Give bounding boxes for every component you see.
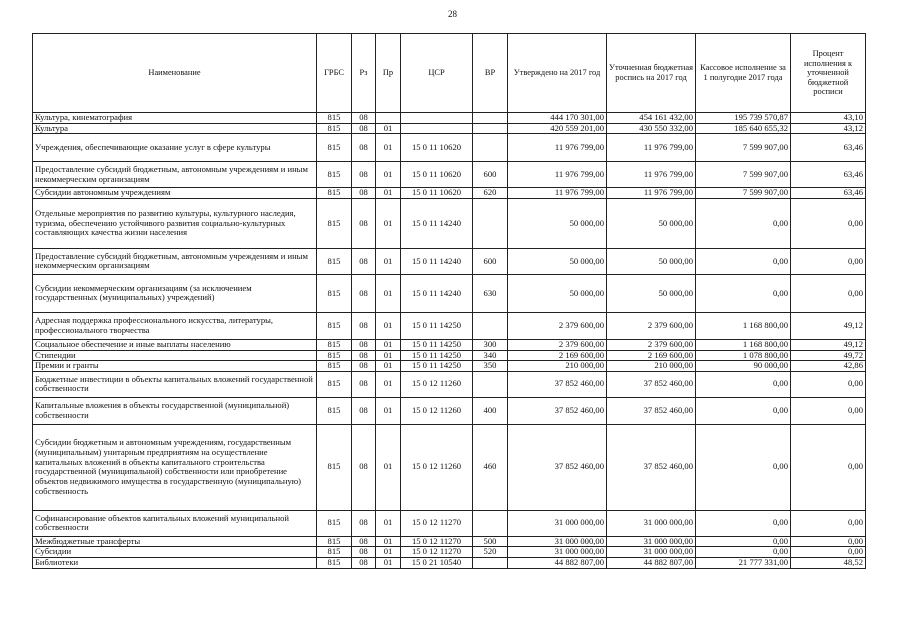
table-row [33,361,866,372]
cell-approved: 420 559 201,00 [508,123,607,134]
cell-cash: 21 777 331,00 [696,558,791,569]
cell-name: Субсидии некоммерческим организациям (за исключением государственных (муниципальных) учреждений) [33,274,317,312]
table-row [33,558,866,569]
cell-cash: 0,00 [696,397,791,424]
cell-pr: 01 [376,339,401,350]
cell-cash: 0,00 [696,510,791,536]
cell-csr: 15 0 12 11270 [401,536,473,547]
cell-approved: 11 976 799,00 [508,134,607,162]
cell-percent: 49,72 [791,350,866,361]
cell-name: Предоставление субсидий бюджетным, автономным учреждениям и иным некоммерческим организациям [33,162,317,188]
cell-cash: 7 599 907,00 [696,162,791,188]
cell-name: Софинансирование объектов капитальных вложений муниципальной собственности [33,510,317,536]
cell-csr: 15 0 11 10620 [401,134,473,162]
header-specified: Уточненная бюджетная роспись на 2017 год [607,34,696,113]
cell-cash: 1 168 800,00 [696,339,791,350]
cell-grbs: 815 [317,350,352,361]
cell-pr [376,113,401,124]
cell-grbs: 815 [317,558,352,569]
cell-cash: 1 168 800,00 [696,312,791,339]
cell-csr: 15 0 12 11270 [401,510,473,536]
cell-percent: 63,46 [791,162,866,188]
cell-pr: 01 [376,350,401,361]
cell-percent: 48,52 [791,558,866,569]
cell-grbs: 815 [317,397,352,424]
cell-name: Бюджетные инвестиции в объекты капитальных вложений государственной собственности [33,371,317,397]
cell-rz: 08 [352,339,376,350]
table-row [33,536,866,547]
cell-vr [473,312,508,339]
budget-execution-table [32,33,866,569]
cell-csr: 15 0 11 14250 [401,339,473,350]
cell-specified: 11 976 799,00 [607,188,696,199]
cell-name: Субсидии [33,547,317,558]
cell-name: Учреждения, обеспечивающие оказание услуг в сфере культуры [33,134,317,162]
cell-specified: 210 000,00 [607,361,696,372]
cell-approved: 37 852 460,00 [508,371,607,397]
cell-rz: 08 [352,134,376,162]
cell-rz: 08 [352,536,376,547]
cell-percent: 0,00 [791,371,866,397]
cell-approved: 11 976 799,00 [508,162,607,188]
cell-rz: 08 [352,397,376,424]
cell-pr: 01 [376,312,401,339]
table-row [33,188,866,199]
cell-name: Культура, кинематография [33,113,317,124]
cell-specified: 430 550 332,00 [607,123,696,134]
table-row [33,371,866,397]
cell-rz: 08 [352,123,376,134]
cell-csr: 15 0 12 11260 [401,424,473,510]
cell-vr [473,558,508,569]
cell-percent: 43,10 [791,113,866,124]
table-row [33,312,866,339]
cell-cash: 0,00 [696,274,791,312]
cell-rz: 08 [352,361,376,372]
cell-percent: 49,12 [791,339,866,350]
cell-name: Межбюджетные трансферты [33,536,317,547]
cell-csr: 15 0 11 14250 [401,361,473,372]
cell-pr: 01 [376,162,401,188]
cell-grbs: 815 [317,274,352,312]
cell-name: Субсидии бюджетным и автономным учреждениям, государственным (муниципальным) унитарным предприятиям на осуществление капитальных вложений в объекты капитального строительства государственной (муниципальной) собственности или приобретение объектов недвижимого имущества в государственную (муниципальную) собственность [33,424,317,510]
cell-approved: 44 882 807,00 [508,558,607,569]
header-csr: ЦСР [401,34,473,113]
cell-rz: 08 [352,198,376,248]
cell-approved: 37 852 460,00 [508,397,607,424]
cell-vr: 520 [473,547,508,558]
cell-specified: 37 852 460,00 [607,397,696,424]
table-row [33,397,866,424]
cell-name: Отдельные мероприятия по развитию культуры, культурного наследия, туризма, обеспечению устойчивого развития социально-культурных составляющих качества жизни населения [33,198,317,248]
cell-csr: 15 0 11 14250 [401,312,473,339]
cell-vr: 630 [473,274,508,312]
table-row [33,274,866,312]
cell-specified: 454 161 432,00 [607,113,696,124]
cell-grbs: 815 [317,248,352,274]
table-row [33,424,866,510]
cell-rz: 08 [352,350,376,361]
cell-csr: 15 0 12 11270 [401,547,473,558]
cell-csr: 15 0 11 14250 [401,350,473,361]
cell-specified: 31 000 000,00 [607,547,696,558]
cell-vr: 620 [473,188,508,199]
cell-csr: 15 0 11 10620 [401,188,473,199]
cell-cash: 90 000,00 [696,361,791,372]
cell-pr: 01 [376,536,401,547]
cell-vr: 500 [473,536,508,547]
cell-cash: 0,00 [696,248,791,274]
cell-grbs: 815 [317,113,352,124]
cell-specified: 2 169 600,00 [607,350,696,361]
cell-percent: 0,00 [791,424,866,510]
cell-specified: 37 852 460,00 [607,424,696,510]
cell-cash: 7 599 907,00 [696,188,791,199]
cell-cash: 1 078 800,00 [696,350,791,361]
table-row [33,134,866,162]
cell-cash: 7 599 907,00 [696,134,791,162]
cell-vr [473,510,508,536]
cell-approved: 50 000,00 [508,274,607,312]
cell-rz: 08 [352,113,376,124]
cell-grbs: 815 [317,134,352,162]
cell-approved: 210 000,00 [508,361,607,372]
cell-percent: 0,00 [791,547,866,558]
cell-percent: 0,00 [791,510,866,536]
cell-csr: 15 0 21 10540 [401,558,473,569]
cell-vr: 600 [473,248,508,274]
cell-approved: 11 976 799,00 [508,188,607,199]
cell-approved: 2 379 600,00 [508,339,607,350]
cell-grbs: 815 [317,188,352,199]
cell-grbs: 815 [317,361,352,372]
cell-name: Субсидии автономным учреждениям [33,188,317,199]
cell-percent: 63,46 [791,188,866,199]
cell-grbs: 815 [317,339,352,350]
cell-percent: 0,00 [791,274,866,312]
cell-grbs: 815 [317,510,352,536]
cell-grbs: 815 [317,198,352,248]
table-row [33,162,866,188]
cell-vr [473,134,508,162]
cell-specified: 11 976 799,00 [607,134,696,162]
cell-specified: 2 379 600,00 [607,339,696,350]
cell-cash: 0,00 [696,547,791,558]
cell-pr: 01 [376,424,401,510]
cell-name: Библиотеки [33,558,317,569]
cell-name: Социальное обеспечение и иные выплаты населению [33,339,317,350]
header-cash: Кассовое исполнение за 1 полугодие 2017 года [696,34,791,113]
header-approved: Утверждено на 2017 год [508,34,607,113]
cell-csr: 15 0 11 14240 [401,248,473,274]
cell-cash: 0,00 [696,424,791,510]
cell-percent: 0,00 [791,198,866,248]
cell-name: Предоставление субсидий бюджетным, автономным учреждениям и иным некоммерческим организациям [33,248,317,274]
cell-vr: 600 [473,162,508,188]
table-header-row [33,34,866,113]
cell-grbs: 815 [317,536,352,547]
table-row [33,198,866,248]
cell-specified: 50 000,00 [607,248,696,274]
cell-vr: 340 [473,350,508,361]
cell-percent: 0,00 [791,248,866,274]
cell-grbs: 815 [317,123,352,134]
cell-pr: 01 [376,188,401,199]
cell-grbs: 815 [317,547,352,558]
cell-approved: 37 852 460,00 [508,424,607,510]
cell-approved: 31 000 000,00 [508,547,607,558]
header-rz: Рз [352,34,376,113]
table-body [33,113,866,569]
cell-approved: 2 379 600,00 [508,312,607,339]
cell-rz: 08 [352,188,376,199]
cell-name: Капитальные вложения в объекты государственной (муниципальной) собственности [33,397,317,424]
cell-approved: 31 000 000,00 [508,536,607,547]
cell-csr: 15 0 11 14240 [401,198,473,248]
cell-cash: 185 640 655,32 [696,123,791,134]
cell-grbs: 815 [317,312,352,339]
cell-vr: 350 [473,361,508,372]
cell-specified: 31 000 000,00 [607,510,696,536]
cell-pr: 01 [376,361,401,372]
cell-csr [401,113,473,124]
cell-rz: 08 [352,312,376,339]
cell-approved: 2 169 600,00 [508,350,607,361]
table-row [33,510,866,536]
cell-rz: 08 [352,558,376,569]
cell-specified: 31 000 000,00 [607,536,696,547]
cell-name: Культура [33,123,317,134]
header-percent: Процент исполнения к уточненной бюджетной росписи [791,34,866,113]
page-number: 28 [448,9,457,19]
cell-csr [401,123,473,134]
header-grbs: ГРБС [317,34,352,113]
cell-vr [473,113,508,124]
cell-pr: 01 [376,510,401,536]
header-pr: Пр [376,34,401,113]
table-row [33,248,866,274]
cell-csr: 15 0 11 10620 [401,162,473,188]
cell-pr: 01 [376,547,401,558]
cell-approved: 31 000 000,00 [508,510,607,536]
cell-csr: 15 0 12 11260 [401,371,473,397]
cell-name: Адресная поддержка профессионального искусства, литературы, профессионального творчества [33,312,317,339]
cell-vr [473,198,508,248]
cell-rz: 08 [352,162,376,188]
cell-cash: 0,00 [696,371,791,397]
cell-percent: 42,86 [791,361,866,372]
cell-vr: 460 [473,424,508,510]
cell-cash: 195 739 570,87 [696,113,791,124]
cell-rz: 08 [352,424,376,510]
cell-pr: 01 [376,397,401,424]
cell-specified: 50 000,00 [607,274,696,312]
cell-percent: 49,12 [791,312,866,339]
table-row [33,339,866,350]
cell-rz: 08 [352,248,376,274]
header-name: Наименование [33,34,317,113]
cell-cash: 0,00 [696,198,791,248]
cell-cash: 0,00 [696,536,791,547]
cell-pr: 01 [376,134,401,162]
cell-name: Премии и гранты [33,361,317,372]
cell-approved: 444 170 301,00 [508,113,607,124]
cell-percent: 63,46 [791,134,866,162]
cell-name: Стипендии [33,350,317,361]
table-row [33,350,866,361]
cell-approved: 50 000,00 [508,248,607,274]
cell-percent: 43,12 [791,123,866,134]
cell-specified: 2 379 600,00 [607,312,696,339]
cell-rz: 08 [352,510,376,536]
cell-specified: 37 852 460,00 [607,371,696,397]
cell-vr [473,123,508,134]
cell-grbs: 815 [317,162,352,188]
cell-rz: 08 [352,371,376,397]
cell-csr: 15 0 11 14240 [401,274,473,312]
cell-csr: 15 0 12 11260 [401,397,473,424]
cell-percent: 0,00 [791,536,866,547]
cell-pr: 01 [376,248,401,274]
cell-approved: 50 000,00 [508,198,607,248]
cell-pr: 01 [376,198,401,248]
cell-specified: 44 882 807,00 [607,558,696,569]
table-row [33,123,866,134]
header-vr: ВР [473,34,508,113]
cell-grbs: 815 [317,371,352,397]
cell-pr: 01 [376,371,401,397]
cell-vr: 300 [473,339,508,350]
cell-rz: 08 [352,547,376,558]
cell-vr [473,371,508,397]
cell-pr: 01 [376,274,401,312]
cell-rz: 08 [352,274,376,312]
cell-specified: 50 000,00 [607,198,696,248]
table-row [33,547,866,558]
cell-vr: 400 [473,397,508,424]
cell-pr: 01 [376,123,401,134]
cell-grbs: 815 [317,424,352,510]
cell-specified: 11 976 799,00 [607,162,696,188]
table-row [33,113,866,124]
cell-percent: 0,00 [791,397,866,424]
cell-pr: 01 [376,558,401,569]
